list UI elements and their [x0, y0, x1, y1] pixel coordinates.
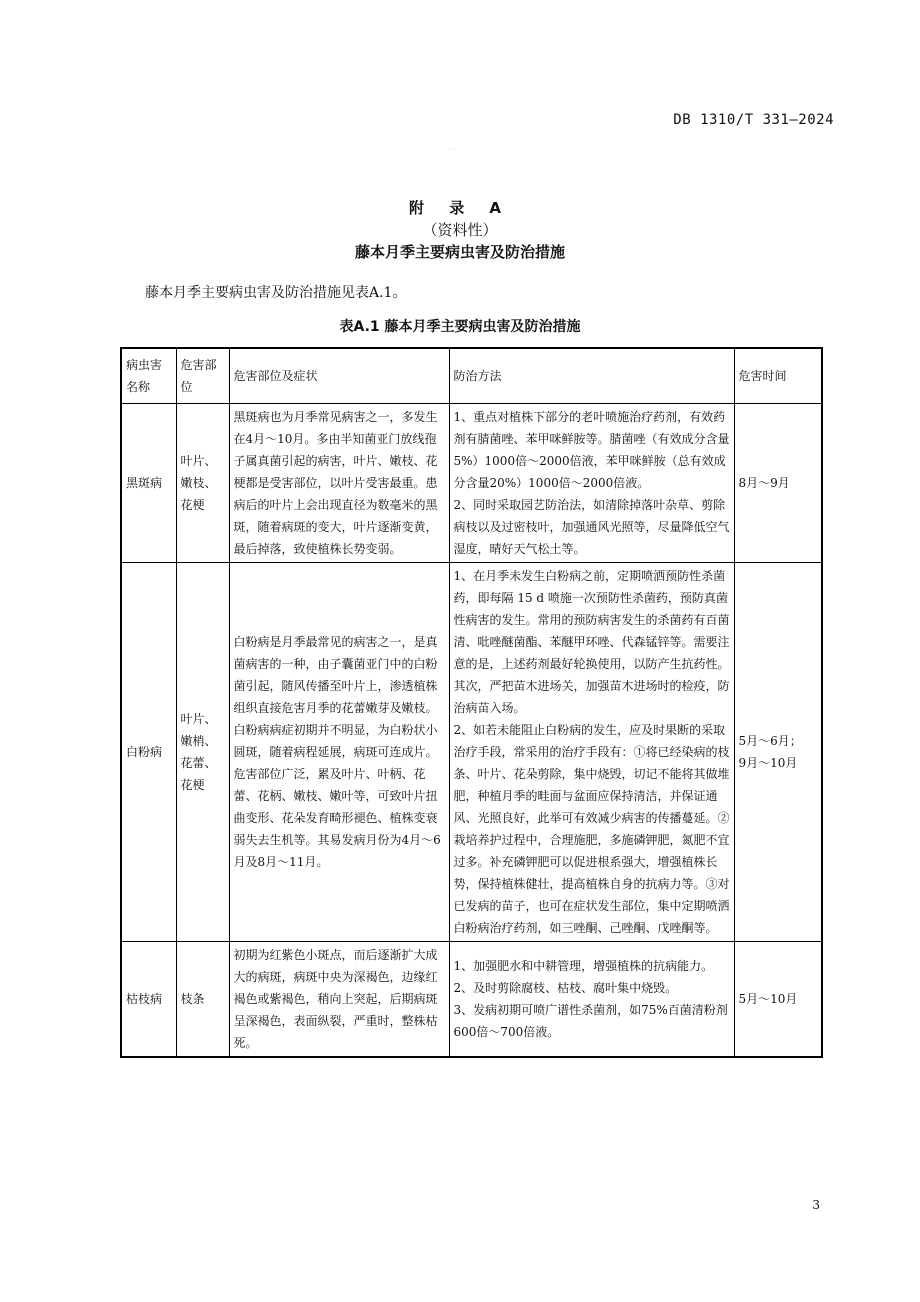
table-row	[121, 942, 822, 1058]
cell-time: 5月～10月	[734, 942, 822, 1058]
cell-name: 黑斑病	[121, 404, 176, 563]
cell-symptoms: 初期为红紫色小斑点，而后逐渐扩大成大的病斑，病斑中央为深褐色，边缘红褐色或紫褐色，稍向上突起，后期病斑呈深褐色，表面纵裂，严重时，整株枯死。	[229, 942, 449, 1058]
table-caption: 表A.1 藤本月季主要病虫害及防治措施	[339, 319, 581, 335]
col-header-time: 危害时间	[734, 348, 822, 404]
annex-nature: （资料性）	[422, 221, 498, 239]
document-code: DB 1310/T 331—2024	[673, 112, 834, 128]
cell-time: 5月～6月； 9月～10月	[734, 563, 822, 942]
col-header-name: 病虫害名称	[121, 348, 176, 404]
cell-part: 叶片、嫩梢、花蕾、花梗	[176, 563, 229, 942]
pest-control-table	[120, 347, 823, 1058]
table-header-row	[121, 348, 822, 404]
faint-mark: · ·	[448, 145, 456, 154]
intro-paragraph: 藤本月季主要病虫害及防治措施见表A.1。	[145, 285, 407, 301]
table-row	[121, 404, 822, 563]
col-header-part: 危害部位	[176, 348, 229, 404]
cell-part: 枝条	[176, 942, 229, 1058]
table-row	[121, 563, 822, 942]
cell-symptoms: 黑斑病也为月季常见病害之一，多发生在4月～10月。多由半知菌亚门放线孢子属真菌引起的病害，叶片、嫩枝、花梗都是受害部位，以叶片受害最重。患病后的叶片上会出现直径为数毫米的黑斑，随着病斑的变大，叶片逐渐变黄，最后掉落，致使植株长势变弱。	[229, 404, 449, 563]
cell-control: 1、在月季未发生白粉病之前，定期喷洒预防性杀菌药，即每隔 15 d 喷施一次预防性杀菌药，预防真菌性病害的发生。常用的预防病害发生的杀菌药有百菌清、吡唑醚菌酯、苯醚甲环唑、代森锰锌等。需要注意的是，上述药剂最好轮换使用，以防产生抗药性。其次，严把苗木进场关，加强苗木进场时的检疫，防治病苗入场。 2、如若未能阻止白粉病的发生，应及时果断的采取治疗手段，常采用的治疗手段有：①将已经染病的枝条、叶片、花朵剪除，集中烧毁，切记不能将其做堆肥，种植月季的畦面与盆面应保持清洁，并保证通风、光照良好，此举可有效减少病害的传播蔓延。②栽培养护过程中，合理施肥，多施磷钾肥，氮肥不宜过多。补充磷钾肥可以促进根系强大，增强植株长势，保持植株健壮，提高植株自身的抗病力等。③对已发病的苗子，也可在症状发生部位，集中定期喷洒白粉病治疗药剂，如三唑酮、己唑酮、戊唑酮等。	[449, 563, 734, 942]
cell-control: 1、重点对植株下部分的老叶喷施治疗药剂，有效药剂有腈菌唑、苯甲咪鲜胺等。腈菌唑（有效成分含量5%）1000倍～2000倍液，苯甲咪鲜胺（总有效成分含量20%）1000倍～2000倍液。 2、同时采取园艺防治法，如清除掉落叶杂草、剪除病枝以及过密枝叶，加强通风光照等，尽量降低空气湿度，晴好天气松土等。	[449, 404, 734, 563]
cell-name: 白粉病	[121, 563, 176, 942]
cell-name: 枯枝病	[121, 942, 176, 1058]
cell-control: 1、加强肥水和中耕管理，增强植株的抗病能力。 2、及时剪除腐枝、枯枝、腐叶集中烧毁。 3、发病初期可喷广谱性杀菌剂，如75%百菌清粉剂600倍～700倍液。	[449, 942, 734, 1058]
page-number: 3	[812, 1198, 820, 1212]
col-header-symptoms: 危害部位及症状	[229, 348, 449, 404]
annex-label: 附 录 A	[408, 199, 512, 217]
cell-symptoms: 白粉病是月季最常见的病害之一，是真菌病害的一种，由子囊菌亚门中的白粉菌引起，随风传播至叶片上，渗透植株组织直接危害月季的花蕾嫩芽及嫩枝。白粉病病症初期并不明显，为白粉状小圆斑，随着病程延展，病斑可连成片。危害部位广泛，累及叶片、叶柄、花蕾、花柄、嫩枝、嫩叶等，可致叶片扭曲变形、花朵发育畸形褪色、植株变衰弱失去生机等。其易发病月份为4月～6月及8月～11月。	[229, 563, 449, 942]
annex-title: 藤本月季主要病虫害及防治措施	[354, 243, 565, 261]
annex-title-block	[0, 197, 920, 263]
col-header-control: 防治方法	[449, 348, 734, 404]
cell-time: 8月～9月	[734, 404, 822, 563]
cell-part: 叶片、嫩枝、花梗	[176, 404, 229, 563]
